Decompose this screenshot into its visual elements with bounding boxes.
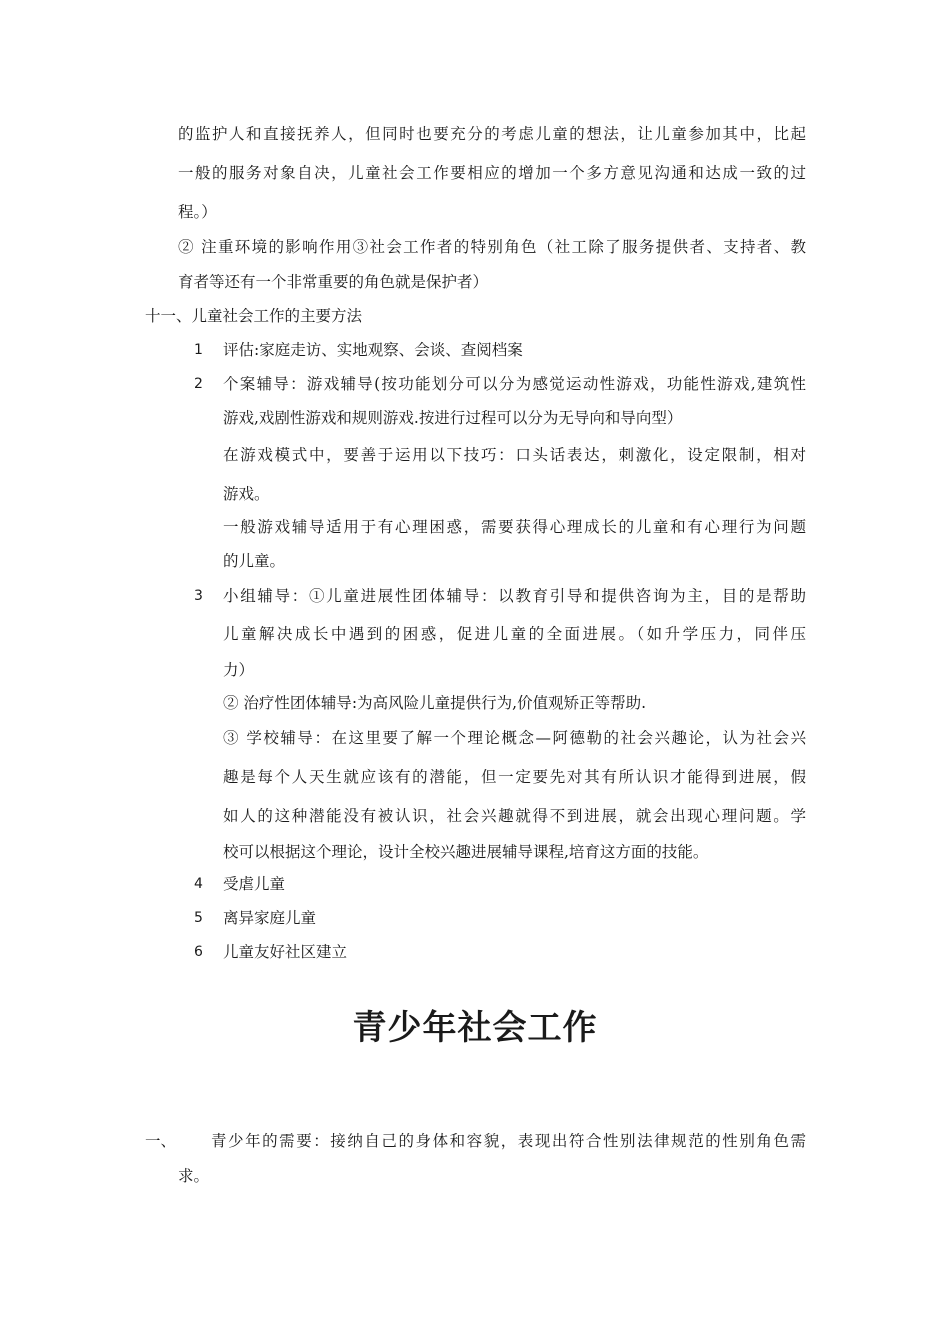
item-2-line-5: 一般游戏辅导适用于有心理困惑，需要获得心理成长的儿童和有心理行为问题 <box>223 518 806 536</box>
item-3-line-4: ② 治疗性团体辅导:为高风险儿童提供行为,价值观矫正等帮助. <box>223 694 647 712</box>
item-2-line-1: 个案辅导：游戏辅导(按功能划分可以分为感觉运动性游戏，功能性游戏,建筑性 <box>223 375 806 393</box>
item-4-number: 4 <box>194 876 203 892</box>
item-3-line-1: 小组辅导：①儿童进展性团体辅导：以教育引导和提供咨询为主，目的是帮助 <box>223 587 806 605</box>
item-2-line-4: 游戏。 <box>223 485 270 503</box>
item-5-line-1: 离异家庭儿童 <box>223 909 317 927</box>
intro-line-2: 一般的服务对象自决，儿童社会工作要相应的增加一个多方意见沟通和达成一致的过 <box>178 164 806 182</box>
intro-line-1: 的监护人和直接抚养人，但同时也要充分的考虑儿童的想法，让儿童参加其中，比起 <box>178 125 806 143</box>
item-5-number: 5 <box>194 910 203 926</box>
item-2-line-3: 在游戏模式中，要善于运用以下技巧：口头话表达，刺激化，设定限制，相对 <box>223 446 806 464</box>
item-3-line-5: ③ 学校辅导：在这里要了解一个理论概念—阿德勒的社会兴趣论，认为社会兴 <box>223 729 806 747</box>
section-11-title: 十一、儿童社会工作的主要方法 <box>145 307 363 325</box>
item-3-line-6: 趣是每个人天生就应该有的潜能，但一定要先对其有所认识才能得到进展，假 <box>223 768 806 786</box>
item-2-line-2: 游戏,戏剧性游戏和规则游戏.按进行过程可以分为无导向和导向型） <box>223 409 683 427</box>
item-3-line-2: 儿童解决成长中遇到的困惑，促进儿童的全面进展。（如升学压力，同伴压 <box>223 625 806 643</box>
item-3-line-7: 如人的这种潜能没有被认识，社会兴趣就得不到进展，就会出现心理问题。学 <box>223 807 806 825</box>
item-2-number: 2 <box>194 376 203 392</box>
item-1-line-1: 评估:家庭走访、实地观察、会谈、查阅档案 <box>223 341 523 359</box>
item-3-line-8: 校可以根据这个理论，设计全校兴趣进展辅导课程,培育这方面的技能。 <box>223 843 709 861</box>
youth-item-1-number: 一、 <box>145 1132 177 1150</box>
item-1-number: 1 <box>194 342 203 358</box>
item-4-line-1: 受虐儿童 <box>223 875 286 893</box>
youth-item-1-line-2: 求。 <box>178 1167 210 1185</box>
intro-line-3: 程。） <box>178 203 217 221</box>
item-3-line-3: 力） <box>223 661 255 679</box>
youth-item-1-line-1: 青少年的需要：接纳自己的身体和容貌，表现出符合性别法律规范的性别角色需 <box>211 1132 806 1150</box>
item-2-line-6: 的儿童。 <box>223 552 286 570</box>
intro-line-4: ② 注重环境的影响作用③社会工作者的特别角色（社工除了服务提供者、支持者、教 <box>178 238 806 256</box>
youth-section-heading: 青少年社会工作 <box>352 1008 598 1048</box>
intro-line-5: 育者等还有一个非常重要的角色就是保护者） <box>178 273 489 291</box>
item-6-number: 6 <box>194 944 203 960</box>
item-6-line-1: 儿童友好社区建立 <box>223 943 348 961</box>
item-3-number: 3 <box>194 588 203 604</box>
